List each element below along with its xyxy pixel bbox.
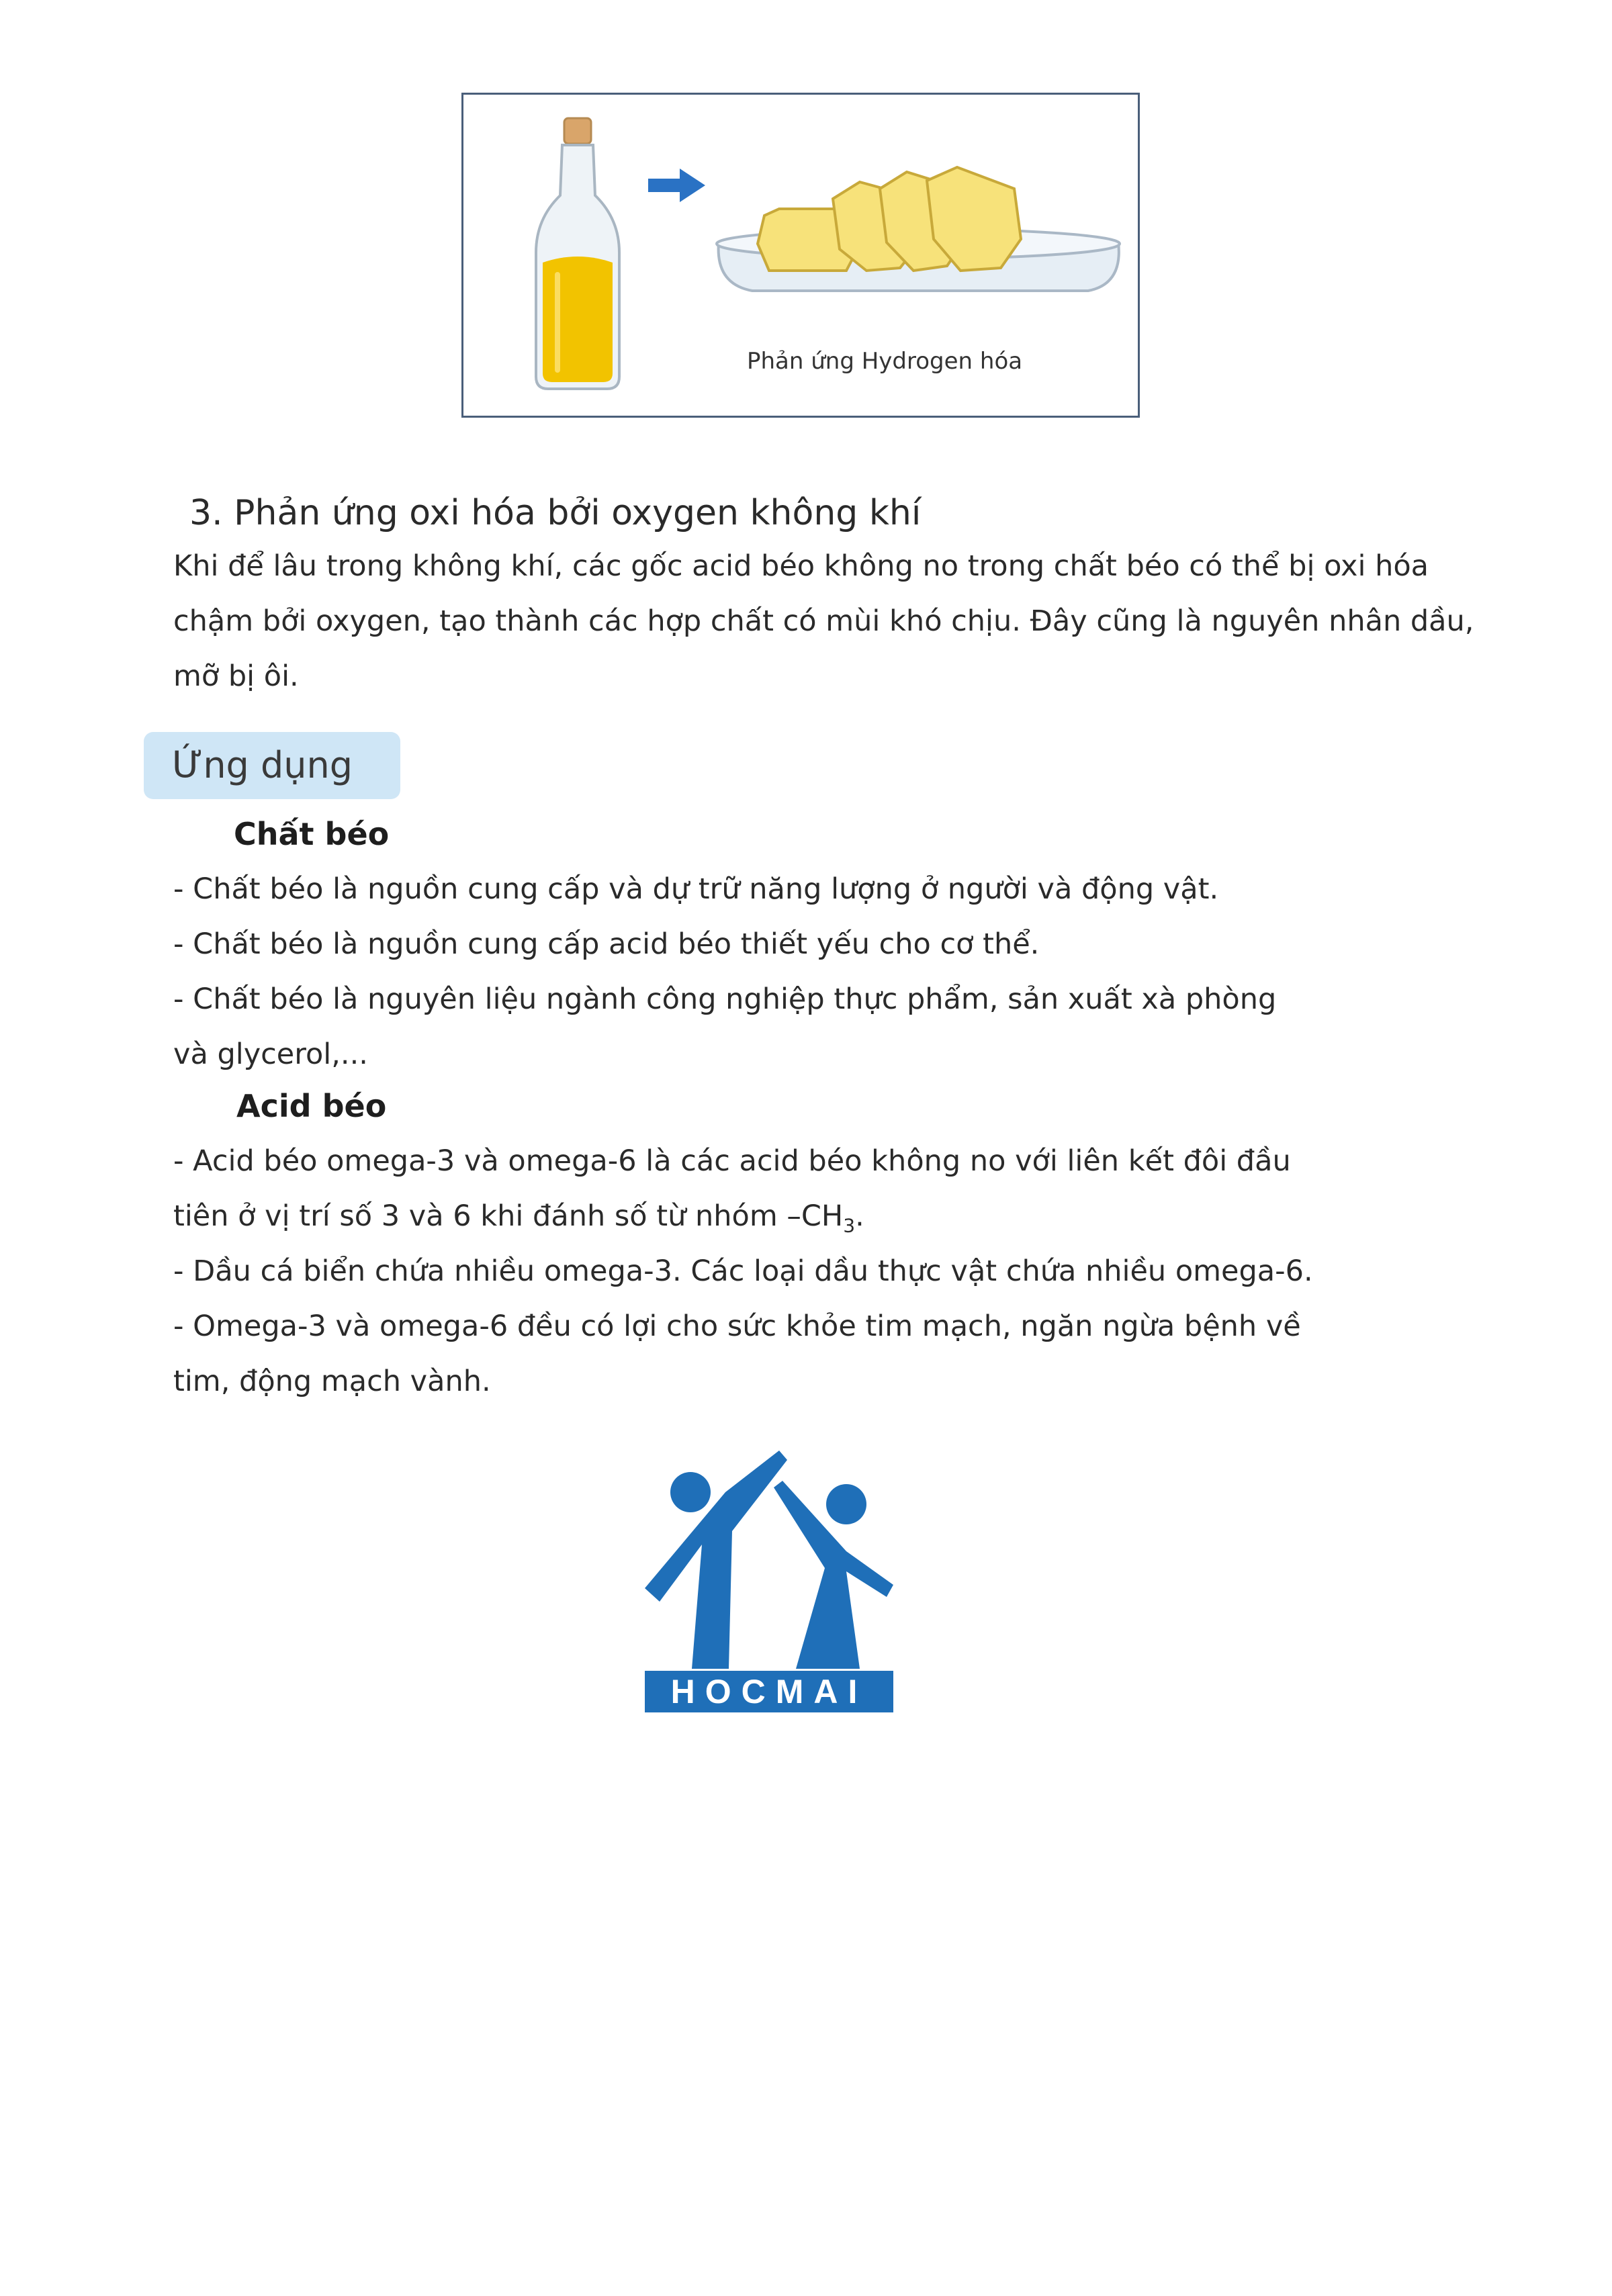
butter-plate-icon — [717, 167, 1120, 291]
fat-subheading: Chất béo — [234, 816, 390, 852]
section-paragraph: Khi để lâu trong không khí, các gốc acid béo không no trong chất béo có thể bị oxi hóa chậm bởi oxygen, tạo thành các hợp chất có mùi khó chịu. Đây cũng là nguyên nhân dầu, mỡ bị ôi. — [173, 549, 1474, 693]
acid-line-2-text: tiên ở vị trí số 3 và 6 khi đánh số từ nhóm –CH — [173, 1199, 844, 1233]
fat-line-1: - Chất béo là nguồn cung cấp và dự trữ năng lượng ở người và động vật. — [173, 872, 1219, 906]
oil-bottle-icon — [536, 118, 619, 389]
ch3-subscript: 3 — [843, 1214, 856, 1237]
acid-line-2-end: . — [855, 1199, 864, 1233]
fat-line-3: - Chất béo là nguyên liệu ngành công nghiệp thực phẩm, sản xuất xà phòng — [173, 982, 1277, 1016]
figure-caption: Phản ứng Hydrogen hóa — [747, 348, 1023, 375]
acid-line-3: - Dầu cá biển chứa nhiều omega-3. Các loại dầu thực vật chứa nhiều omega-6. — [173, 1254, 1313, 1288]
arrow-right-icon — [648, 169, 705, 202]
acid-subheading: Acid béo — [236, 1088, 387, 1124]
acid-line-1: - Acid béo omega-3 và omega-6 là các acid béo không no với liên kết đôi đầu — [173, 1144, 1291, 1178]
acid-line-4: - Omega-3 và omega-6 đều có lợi cho sức khỏe tim mạch, ngăn ngừa bệnh về — [173, 1310, 1301, 1343]
fat-line-4: và glycerol,... — [173, 1038, 368, 1071]
hocmai-logo-text: HOCMAI — [645, 1671, 893, 1712]
fat-line-2: - Chất béo là nguồn cung cấp acid béo thiết yếu cho cơ thể. — [173, 927, 1040, 961]
acid-line-5: tim, động mạch vành. — [173, 1365, 491, 1398]
applications-badge: Ứng dụng — [144, 732, 400, 799]
section-heading: 3. Phản ứng oxi hóa bởi oxygen không khí — [189, 493, 922, 533]
